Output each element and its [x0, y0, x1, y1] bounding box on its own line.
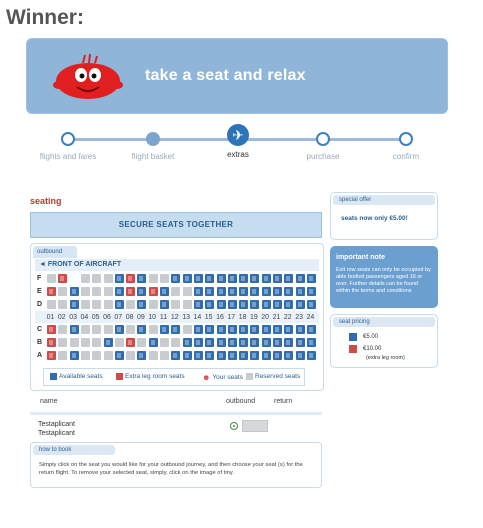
price-value: €5.00 [363, 334, 379, 340]
column-number: 24 [306, 314, 315, 321]
how-to-book-header: how to book [33, 445, 115, 455]
seat-23C[interactable] [296, 325, 305, 334]
column-number: 11 [159, 314, 168, 321]
seat-19D[interactable] [250, 300, 259, 309]
seat-22D[interactable] [284, 300, 293, 309]
step-purchase[interactable] [283, 128, 363, 161]
seat-12F[interactable] [171, 274, 180, 283]
seat-19B[interactable] [250, 338, 259, 347]
how-to-book-text: Simply click on the seat you would like for your outbound journey, and then choose your seat (s) for the return flight. To remove your selected seat, simply, click on the image of tiny. [39, 462, 303, 476]
column-number: 22 [283, 314, 292, 321]
secure-seats-together-button[interactable]: SECURE SEATS TOGETHER [30, 212, 322, 238]
legend-label: Extra leg room seats [125, 373, 185, 380]
legend-your-seats [202, 373, 243, 382]
column-number: 06 [103, 314, 111, 321]
seat-23B[interactable] [296, 338, 305, 347]
seat-06E [104, 287, 113, 296]
seat-08B[interactable] [126, 338, 135, 347]
column-number: 08 [125, 314, 134, 321]
seat-14C[interactable] [194, 325, 203, 334]
seat-13A[interactable] [183, 351, 192, 360]
seat-01C[interactable] [47, 325, 56, 334]
seat-legend [43, 368, 305, 386]
reserved-seat-icon [246, 373, 253, 380]
seat-23D[interactable] [296, 300, 305, 309]
seat-12E [171, 287, 180, 296]
seat-11F [160, 274, 169, 283]
seat-01B[interactable] [47, 338, 56, 347]
column-number: 18 [238, 314, 247, 321]
available-seat-icon [349, 333, 357, 341]
column-number: 04 [80, 314, 89, 321]
airplane-icon: ✈ [227, 124, 249, 146]
seat-21C[interactable] [273, 325, 282, 334]
row-label: E [37, 288, 42, 295]
column-number: 01 [46, 314, 55, 321]
step-flight-basket[interactable] [113, 128, 193, 161]
row-label: C [37, 326, 43, 333]
legend-reserved [246, 373, 300, 380]
seat-24E[interactable] [307, 287, 316, 296]
seat-03E[interactable] [70, 287, 79, 296]
seat-22E[interactable] [284, 287, 293, 296]
seat-13D [183, 300, 192, 309]
seat-04F [81, 274, 90, 283]
row-label: F [37, 275, 42, 282]
seat-19E[interactable] [250, 287, 259, 296]
booking-progress [40, 128, 440, 168]
seat-08A [126, 351, 135, 360]
seat-16D[interactable] [217, 300, 226, 309]
seat-02A [58, 351, 67, 360]
special-offer-panel [330, 192, 438, 240]
seat-17B[interactable] [228, 338, 237, 347]
step-confirm[interactable] [366, 128, 446, 161]
seat-23A[interactable] [296, 351, 305, 360]
step-label: purchase [306, 152, 340, 161]
price-standard [349, 333, 378, 341]
seat-16A[interactable] [217, 351, 226, 360]
seat-13E [183, 287, 192, 296]
seat-17D[interactable] [228, 300, 237, 309]
seat-24C[interactable] [307, 325, 316, 334]
seat-10E[interactable] [149, 287, 158, 296]
column-number: 20 [261, 314, 270, 321]
column-number: 07 [114, 314, 123, 321]
column-number: 14 [193, 314, 202, 321]
section-title-seating: seating [30, 196, 62, 206]
seat-21F[interactable] [273, 274, 282, 283]
seat-06D [104, 300, 113, 309]
seat-13C [183, 325, 192, 334]
seat-02F[interactable] [58, 274, 67, 283]
seat-08E[interactable] [126, 287, 135, 296]
passenger-name: Testaplicant [38, 421, 75, 428]
legend-label: Available seats [59, 373, 103, 380]
seat-08D [126, 300, 135, 309]
how-to-book-panel [30, 442, 322, 488]
row-label: D [37, 301, 43, 308]
column-number: 13 [182, 314, 190, 321]
special-offer-header: special offer [333, 195, 435, 205]
seat-07A[interactable] [115, 351, 124, 360]
seat-21A[interactable] [273, 351, 282, 360]
seat-13F[interactable] [183, 274, 192, 283]
extra-leg-seat-icon [349, 345, 357, 353]
passenger-name: Testaplicant [38, 430, 75, 437]
seat-14F[interactable] [194, 274, 203, 283]
column-number: 15 [204, 314, 213, 321]
seat-11A [160, 351, 169, 360]
seat-17C[interactable] [228, 325, 237, 334]
seat-06A [104, 351, 113, 360]
seat-18B[interactable] [239, 338, 248, 347]
seat-19A[interactable] [250, 351, 259, 360]
seat-16F[interactable] [217, 274, 226, 283]
seat-18C[interactable] [239, 325, 248, 334]
step-extras[interactable] [198, 124, 278, 159]
mascot-icon [51, 53, 125, 103]
seat-11D[interactable] [160, 300, 169, 309]
column-number: 02 [57, 314, 66, 321]
seat-04E [81, 287, 90, 296]
important-note-text: Exit row seats can only be occupied by able bodied passengers aged 16 or over. Further details can be found within the terms and conditions [336, 267, 431, 294]
seat-11B [160, 338, 169, 347]
seat-04B [81, 338, 90, 347]
seat-09B [137, 338, 146, 347]
seat-12B [171, 338, 180, 347]
seat-22F[interactable] [284, 274, 293, 283]
step-label: flight basket [131, 152, 175, 161]
seat-12D [171, 300, 180, 309]
seat-21E[interactable] [273, 287, 282, 296]
seat-04A [81, 351, 90, 360]
seat-07B [115, 338, 124, 347]
extra-leg-label: (extra leg room) [366, 355, 405, 361]
seat-pricing-panel [330, 314, 438, 368]
price-extra [349, 345, 381, 353]
seat-20A[interactable] [262, 351, 271, 360]
seat-04D [81, 300, 90, 309]
seat-17E[interactable] [228, 287, 237, 296]
seat-map [30, 243, 324, 391]
extra-leg-seat-icon [116, 373, 123, 380]
seat-24F[interactable] [307, 274, 316, 283]
seat-20C[interactable] [262, 325, 271, 334]
seat-02B [58, 338, 67, 347]
seat-21D[interactable] [273, 300, 282, 309]
seat-10B[interactable] [149, 338, 158, 347]
seat-15B[interactable] [205, 338, 214, 347]
seat-09E[interactable] [137, 287, 146, 296]
legend-label: Reserved seats [255, 373, 301, 380]
step-flights-and-fares[interactable] [28, 128, 108, 161]
seat-01F [47, 274, 56, 283]
seat-06C [104, 325, 113, 334]
seat-12C[interactable] [171, 325, 180, 334]
seat-01A[interactable] [47, 351, 56, 360]
seat-18E[interactable] [239, 287, 248, 296]
legend-label: Your seats [212, 374, 243, 381]
seat-24A[interactable] [307, 351, 316, 360]
seat-19C[interactable] [250, 325, 259, 334]
seat-15E[interactable] [205, 287, 214, 296]
column-header-name: name [40, 398, 58, 405]
available-seat-icon [50, 373, 57, 380]
outbound-seat-field[interactable] [242, 420, 268, 432]
column-number: 09 [136, 314, 145, 321]
seat-18A[interactable] [239, 351, 248, 360]
promo-banner [26, 38, 448, 114]
seat-pricing-header: seat pricing [333, 317, 435, 327]
important-note-header: important note [336, 254, 385, 261]
seat-10A [149, 351, 158, 360]
page-heading: Winner: [6, 6, 84, 29]
step-dot-icon [61, 132, 75, 146]
row-label: B [37, 339, 43, 346]
seat-09D[interactable] [137, 300, 146, 309]
step-dot-icon [146, 132, 160, 146]
seat-10F [149, 274, 158, 283]
column-number: 17 [227, 314, 236, 321]
column-header-outbound: outbound [226, 398, 256, 405]
tab-outbound[interactable]: outbound [33, 246, 77, 258]
seat-05C [92, 325, 101, 334]
column-number: 05 [91, 314, 100, 321]
seat-16C[interactable] [217, 325, 226, 334]
step-label: flights and fares [39, 152, 97, 161]
seat-13B[interactable] [183, 338, 192, 347]
seat-15F[interactable] [205, 274, 214, 283]
seat-16B[interactable] [217, 338, 226, 347]
seat-03B [70, 338, 79, 347]
seat-06B[interactable] [104, 338, 113, 347]
seat-24D[interactable] [307, 300, 316, 309]
seat-08C [126, 325, 135, 334]
seat-07C[interactable] [115, 325, 124, 334]
column-number: 19 [249, 314, 258, 321]
seat-14D[interactable] [194, 300, 203, 309]
seat-02E [58, 287, 67, 296]
column-number: 12 [170, 314, 179, 321]
row-label: A [37, 352, 43, 359]
seat-11C[interactable] [160, 325, 169, 334]
seat-05E [92, 287, 101, 296]
step-label: confirm [392, 152, 420, 161]
seat-04C [81, 325, 90, 334]
seat-05B [92, 338, 101, 347]
seat-17A[interactable] [228, 351, 237, 360]
seat-20F[interactable] [262, 274, 271, 283]
seat-03C[interactable] [70, 325, 79, 334]
seat-22B[interactable] [284, 338, 293, 347]
seat-08F[interactable] [126, 274, 135, 283]
seat-01D [47, 300, 56, 309]
seat-07F[interactable] [115, 274, 124, 283]
price-value: €10.00 [363, 346, 382, 352]
seat-12A[interactable] [171, 351, 180, 360]
column-header-return: return [274, 398, 293, 405]
seat-10D [149, 300, 158, 309]
step-label: extras [227, 150, 249, 159]
seat-09C[interactable] [137, 325, 146, 334]
seat-05D [92, 300, 101, 309]
column-number: 10 [148, 314, 157, 321]
seat-23E[interactable] [296, 287, 305, 296]
seat-09F[interactable] [137, 274, 146, 283]
seat-03D[interactable] [70, 300, 79, 309]
seat-16E[interactable] [217, 287, 226, 296]
seat-05A [92, 351, 101, 360]
seat-02D [58, 300, 67, 309]
seat-20B[interactable] [262, 338, 271, 347]
outbound-select-radio[interactable] [230, 422, 238, 430]
seat-20D[interactable] [262, 300, 271, 309]
legend-extra-leg [116, 373, 185, 380]
seat-09A[interactable] [137, 351, 146, 360]
seat-07D[interactable] [115, 300, 124, 309]
seat-06F [104, 274, 113, 283]
important-note-panel [330, 246, 438, 308]
seat-15A[interactable] [205, 351, 214, 360]
seat-17F[interactable] [228, 274, 237, 283]
seat-19F[interactable] [250, 274, 259, 283]
seat-14A[interactable] [194, 351, 203, 360]
seat-11E[interactable] [160, 287, 169, 296]
front-of-aircraft-label: ◄ FRONT OF AIRCRAFT [35, 259, 319, 271]
seat-15D[interactable] [205, 300, 214, 309]
column-number: 16 [216, 314, 224, 321]
seat-24B[interactable] [307, 338, 316, 347]
banner-tagline: take a seat and relax [145, 67, 306, 84]
column-number: 03 [69, 314, 77, 321]
seat-10C [149, 325, 158, 334]
seat-15C[interactable] [205, 325, 214, 334]
seat-14B[interactable] [194, 338, 203, 347]
seat-20E[interactable] [262, 287, 271, 296]
seat-05F [92, 274, 101, 283]
legend-available [50, 373, 103, 380]
seat-21B[interactable] [273, 338, 282, 347]
seat-18D[interactable] [239, 300, 248, 309]
column-number: 21 [272, 314, 281, 321]
seat-03A[interactable] [70, 351, 79, 360]
column-number: 23 [295, 314, 303, 321]
table-separator [30, 412, 322, 415]
step-dot-icon [316, 132, 330, 146]
seat-22A[interactable] [284, 351, 293, 360]
seat-22C[interactable] [284, 325, 293, 334]
seat-01E[interactable] [47, 287, 56, 296]
seat-18F[interactable] [239, 274, 248, 283]
seat-23F[interactable] [296, 274, 305, 283]
step-dot-icon [399, 132, 413, 146]
seat-07E[interactable] [115, 287, 124, 296]
special-offer-text: seats now only €5.00! [341, 215, 408, 222]
seat-02C [58, 325, 67, 334]
seat-14E[interactable] [194, 287, 203, 296]
mascot-small-icon: ☻ [202, 373, 211, 382]
